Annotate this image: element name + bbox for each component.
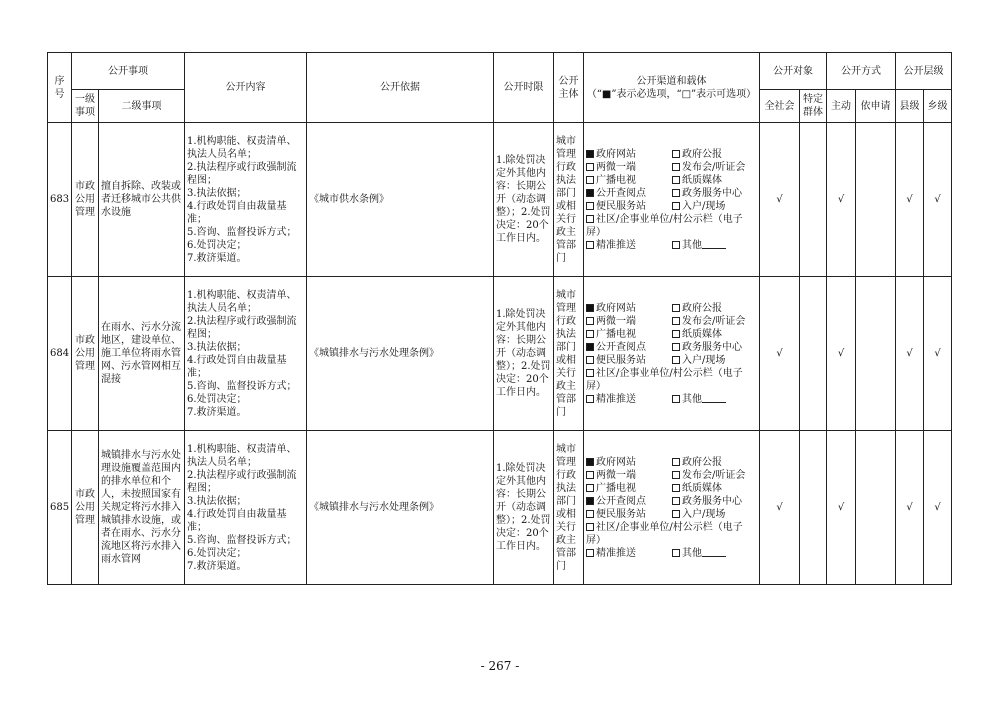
channel-label: 入户/现场 [682,354,726,366]
channel-label: 纸质媒体 [682,328,722,340]
level-county-mark: √ [896,431,924,585]
level-town-mark: √ [924,123,952,277]
channel-label: 广播电视 [596,174,636,186]
method-active-mark: √ [827,277,856,431]
channel-option [672,495,757,508]
unchecked-box-icon [672,356,680,364]
checked-box-icon [586,458,594,466]
row-level1: 市政公用管理 [72,123,99,277]
channel-option [672,482,757,495]
checked-box-icon [586,497,594,505]
channel-label: 其他 [682,239,702,251]
table-body [48,123,952,585]
row-subject: 城市管理行政执法部门或相关行政主管部门 [554,123,584,277]
header-basis: 公开依据 [307,53,494,123]
row-channels [584,431,760,585]
channel-label: 入户/现场 [682,508,726,520]
row-time: 1.除处罚决定外其他内容：长期公开（动态调整）；2.处罚决定：20个工作日内。 [494,123,554,277]
unchecked-box-icon [672,343,680,351]
channel-option [672,315,757,328]
method-request-mark [856,277,896,431]
checked-box-icon [586,150,594,158]
channel-label: 纸质媒体 [682,482,722,494]
target-specific-mark [800,123,827,277]
unchecked-box-icon [672,484,680,492]
channel-label: 发布会/听证会 [682,161,746,173]
unchecked-box-icon [586,317,594,325]
header-channel-note: （“■”表示必选项，“□”表示可选项） [586,88,757,100]
header-time: 公开时限 [494,53,554,123]
channel-option [586,495,672,508]
channel-label: 政府公报 [682,456,722,468]
channel-label: 政务服务中心 [682,187,742,199]
content-item: 6.处罚决定； [187,239,247,251]
unchecked-box-icon [672,497,680,505]
checked-box-icon [586,304,594,312]
unchecked-box-icon [672,549,680,557]
channel-option [586,328,672,341]
channel-option [672,187,757,200]
channel-option [672,456,757,469]
table-row [48,123,952,277]
unchecked-box-icon [672,458,680,466]
level-county-mark: √ [896,123,924,277]
channel-label: 政务服务中心 [682,341,742,353]
header-level-town: 乡级 [924,90,952,123]
channel-label: 便民服务站 [596,354,646,366]
channel-option [586,508,672,521]
unchecked-box-icon [586,549,594,557]
target-specific-mark [800,431,827,585]
channel-option [672,174,757,187]
unchecked-box-icon [586,202,594,210]
row-basis: 《城市供水条例》 [307,123,494,277]
content-item: 3.执法依据； [187,187,247,199]
unchecked-box-icon [586,395,594,403]
blank-line [702,393,726,403]
channel-label: 政府公报 [682,302,722,314]
channel-option [586,161,672,174]
channel-label: 两微一端 [596,161,636,173]
content-item: 7.救济渠道。 [187,252,247,264]
channel-option [586,148,672,161]
unchecked-box-icon [672,330,680,338]
row-level2: 擅自拆除、改装或者迁移城市公共供水设施 [99,123,185,277]
method-active-mark: √ [827,431,856,585]
channel-label: 社区/企事业单位/村公示栏（电子屏） [586,367,743,392]
unchecked-box-icon [672,471,680,479]
target-all-mark: √ [760,431,800,585]
channel-option [672,341,757,354]
checked-box-icon [586,343,594,351]
content-item: 4.行政处罚自由裁量基准； [187,508,287,533]
unchecked-box-icon [672,304,680,312]
level-town-mark: √ [924,277,952,431]
channel-option [586,547,672,560]
channel-label: 政府网站 [596,302,636,314]
channel-label: 精准推送 [596,239,636,251]
row-content [185,431,307,585]
content-item: 3.执法依据； [187,341,247,353]
row-subject: 城市管理行政执法部门或相关行政主管部门 [554,277,584,431]
channel-option [586,521,757,547]
channel-option [586,341,672,354]
channel-option [586,187,672,200]
header-seq: 序号 [48,53,72,123]
header-level: 公开层级 [896,53,952,90]
content-item: 2.执法程序或行政强制流程图； [187,315,297,340]
content-item: 2.执法程序或行政强制流程图； [187,161,297,186]
channel-label: 其他 [682,393,702,405]
channel-option [586,393,672,406]
blank-line [702,239,726,249]
row-time: 1.除处罚决定外其他内容：长期公开（动态调整）；2.处罚决定：20个工作日内。 [494,277,554,431]
row-time: 1.除处罚决定外其他内容：长期公开（动态调整）；2.处罚决定：20个工作日内。 [494,431,554,585]
channel-option [672,393,757,406]
channel-label: 公开查阅点 [596,341,646,353]
unchecked-box-icon [586,356,594,364]
unchecked-box-icon [672,510,680,518]
content-item: 6.处罚决定； [187,547,247,559]
unchecked-box-icon [586,176,594,184]
channel-option [586,239,672,252]
unchecked-box-icon [586,369,594,377]
unchecked-box-icon [586,523,594,531]
unchecked-box-icon [672,241,680,249]
method-active-mark: √ [827,123,856,277]
channel-label: 其他 [682,547,702,559]
channel-option [672,239,757,252]
content-item: 1.机构职能、权责清单、执法人员名单； [187,135,297,160]
content-item: 1.机构职能、权责清单、执法人员名单； [187,443,297,468]
channel-label: 政府网站 [596,456,636,468]
row-content [185,123,307,277]
header-target: 公开对象 [760,53,827,90]
channel-option [672,508,757,521]
channel-label: 广播电视 [596,328,636,340]
unchecked-box-icon [672,150,680,158]
unchecked-box-icon [586,510,594,518]
channel-option [586,200,672,213]
row-level2: 城镇排水与污水处理设施覆盖范围内的排水单位和个人，未按照国家有关规定将污水排入城镇排水设施，或者在雨水、污水分流地区将污水排入雨水管网 [99,431,185,585]
header-level2: 二级事项 [99,90,185,123]
channel-option [586,482,672,495]
channel-label: 政府网站 [596,148,636,160]
channel-label: 精准推送 [596,393,636,405]
header-method-request: 依申请 [856,90,896,123]
channel-option [672,469,757,482]
row-level1: 市政公用管理 [72,277,99,431]
disclosure-table [47,52,952,585]
row-basis: 《城镇排水与污水处理条例》 [307,431,494,585]
unchecked-box-icon [672,317,680,325]
target-all-mark: √ [760,277,800,431]
content-item: 5.咨询、监督投诉方式； [187,534,297,546]
channel-option [586,367,757,393]
table-row [48,431,952,585]
row-basis: 《城镇排水与污水处理条例》 [307,277,494,431]
content-item: 3.执法依据； [187,495,247,507]
row-seq: 684 [48,277,72,431]
row-channels [584,277,760,431]
channel-label: 广播电视 [596,482,636,494]
target-all-mark: √ [760,123,800,277]
row-level2: 在雨水、污水分流地区，建设单位、施工单位将雨水管网、污水管网相互混接 [99,277,185,431]
channel-option [672,354,757,367]
unchecked-box-icon [586,484,594,492]
content-item: 1.机构职能、权责清单、执法人员名单； [187,289,297,314]
content-item: 5.咨询、监督投诉方式； [187,380,297,392]
header-level1: 一级事项 [72,90,99,123]
channel-label: 发布会/听证会 [682,315,746,327]
header-channel-title: 公开渠道和载体 [636,75,707,87]
content-item: 5.咨询、监督投诉方式； [187,226,297,238]
header-matter: 公开事项 [72,53,185,90]
channel-label: 两微一端 [596,469,636,481]
channel-label: 公开查阅点 [596,495,646,507]
channel-option [586,469,672,482]
channel-label: 精准推送 [596,547,636,559]
channel-option [586,302,672,315]
channel-option [672,547,757,560]
level-town-mark: √ [924,431,952,585]
channel-label: 入户/现场 [682,200,726,212]
content-item: 4.行政处罚自由裁量基准； [187,354,287,379]
header-subject: 公开主体 [554,53,584,123]
channel-option [672,200,757,213]
content-item: 2.执法程序或行政强制流程图； [187,469,297,494]
channel-option [586,174,672,187]
header-target-all: 全社会 [760,90,800,123]
content-item: 4.行政处罚自由裁量基准； [187,200,287,225]
table-row [48,277,952,431]
unchecked-box-icon [672,176,680,184]
unchecked-box-icon [586,241,594,249]
header-method: 公开方式 [827,53,896,90]
content-item: 7.救济渠道。 [187,406,247,418]
row-seq: 685 [48,431,72,585]
row-channels [584,123,760,277]
channel-option [586,354,672,367]
blank-line [702,547,726,557]
channel-option [672,148,757,161]
header-channel [584,53,760,123]
channel-label: 发布会/听证会 [682,469,746,481]
header-level-county: 县级 [896,90,924,123]
row-seq: 683 [48,123,72,277]
header-content: 公开内容 [185,53,307,123]
row-level1: 市政公用管理 [72,431,99,585]
level-county-mark: √ [896,277,924,431]
unchecked-box-icon [672,395,680,403]
channel-label: 便民服务站 [596,508,646,520]
unchecked-box-icon [586,215,594,223]
page-number: - 267 - [480,659,520,673]
header-target-specific: 特定群体 [800,90,827,123]
unchecked-box-icon [586,163,594,171]
unchecked-box-icon [586,471,594,479]
channel-label: 两微一端 [596,315,636,327]
channel-option [672,328,757,341]
unchecked-box-icon [672,189,680,197]
channel-option [586,213,757,239]
row-subject: 城市管理行政执法部门或相关行政主管部门 [554,431,584,585]
header-method-active: 主动 [827,90,856,123]
channel-option [586,456,672,469]
method-request-mark [856,431,896,585]
channel-label: 政府公报 [682,148,722,160]
checked-box-icon [586,189,594,197]
channel-label: 社区/企事业单位/村公示栏（电子屏） [586,213,743,238]
channel-label: 政务服务中心 [682,495,742,507]
unchecked-box-icon [672,163,680,171]
channel-label: 公开查阅点 [596,187,646,199]
channel-option [672,302,757,315]
content-item: 6.处罚决定； [187,393,247,405]
unchecked-box-icon [586,330,594,338]
target-specific-mark [800,277,827,431]
channel-label: 社区/企事业单位/村公示栏（电子屏） [586,521,743,546]
unchecked-box-icon [672,202,680,210]
content-item: 7.救济渠道。 [187,560,247,572]
channel-option [672,161,757,174]
row-content [185,277,307,431]
channel-option [586,315,672,328]
channel-label: 便民服务站 [596,200,646,212]
method-request-mark [856,123,896,277]
channel-label: 纸质媒体 [682,174,722,186]
